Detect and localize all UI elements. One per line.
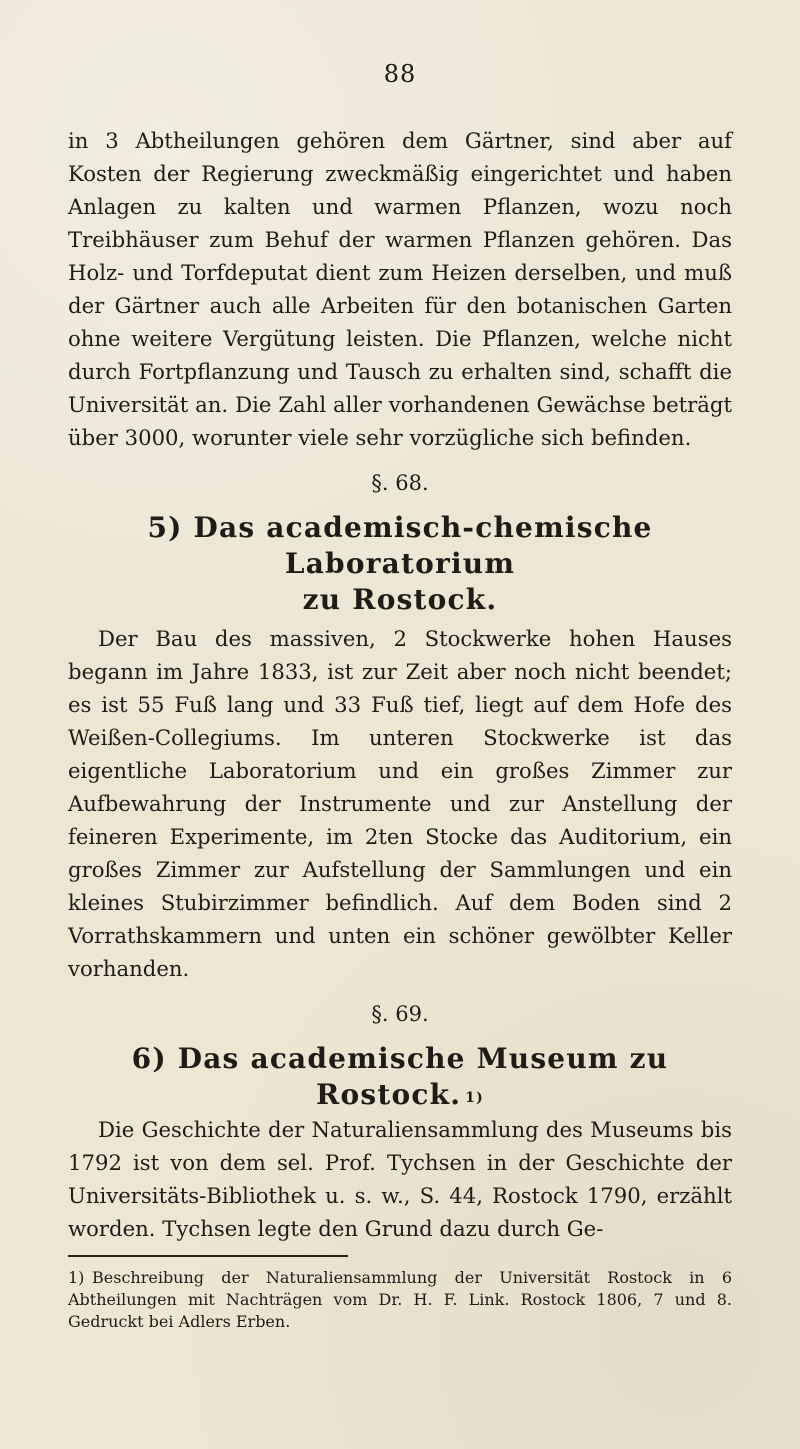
footnote-divider	[68, 1255, 348, 1257]
page-content	[68, 124, 732, 1333]
section-69-heading	[68, 1041, 732, 1113]
footnote	[68, 1267, 732, 1333]
section-69-footnote-mark: 1)	[465, 1090, 484, 1106]
section-69-number: §. 69.	[371, 1002, 429, 1026]
section-69-paragraph: Die Geschichte der Naturaliensammlung des Museums bis 1792 ist von dem sel. Prof. Tychsen in der Geschichte der Universitäts-Bibliothek u. s. w., S. 44, Rostock 1790, erzählt worden. Tychsen legte den Grund dazu durch Ge-	[68, 1117, 732, 1241]
section-68-number: §. 68.	[371, 471, 429, 495]
page-number: 88	[383, 60, 417, 88]
intro-paragraph: in 3 Abtheilungen gehören dem Gärtner, sind aber auf Kosten der Regierung zweckmäßig eingerichtet und haben Anlagen zu kalten und warmen Pflanzen, wozu noch Treibhäuser zum Behuf der warmen Pflanzen gehören. Das Holz- und Torfdeputat dient zum Heizen derselben, und muß der Gärtner auch alle Arbeiten für den botanischen Garten ohne weitere Vergütung leisten. Die Pflanzen, welche nicht durch Fortpflanzung und Tausch zu erhalten sind, schafft die Universität an. Die Zahl aller vorhandenen Gewächse beträgt über 3000, worunter viele sehr vorzügliche sich befinden.	[68, 128, 732, 450]
footnote-number: 1)	[68, 1268, 85, 1287]
section-68-paragraph: Der Bau des massiven, 2 Stockwerke hohen Hauses begann im Jahre 1833, ist zur Zeit aber noch nicht beendet; es ist 55 Fuß lang und 33 Fuß tief, liegt auf dem Hofe des Weißen-Collegiums. Im unteren Stockwerke ist das eigentliche Laboratorium und ein großes Zimmer zur Aufbewahrung der Instrumente und zur Anstellung der feineren Experimente, im 2ten Stocke das Auditorium, ein großes Zimmer zur Aufstellung der Sammlungen und ein kleines Stubirzimmer befindlich. Auf dem Boden sind 2 Vorrathskammern und unten ein schöner gewölbter Keller vorhanden.	[68, 626, 732, 981]
section-68-heading-line1: 5) Das academisch-chemische Laboratorium	[147, 511, 653, 580]
section-69-heading-text: 6) Das academische Museum zu Rostock.	[131, 1042, 669, 1111]
section-68-heading-line2: zu Rostock.	[302, 583, 498, 616]
footnote-text: Beschreibung der Naturaliensammlung der Universität Rostock in 6 Abtheilungen mit Nachträgen vom Dr. H. F. Link. Rostock 1806, 7 und 8. Gedruckt bei Adlers Erben.	[68, 1268, 732, 1331]
